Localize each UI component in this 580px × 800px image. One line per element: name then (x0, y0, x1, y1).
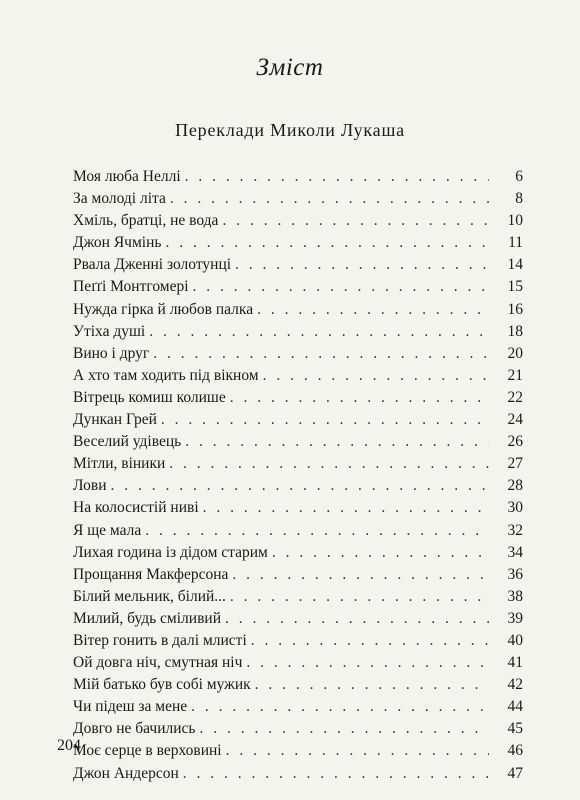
toc-entry (73, 630, 523, 652)
toc-entry-page: 24 (507, 411, 523, 429)
toc-entry (73, 343, 523, 365)
toc-entry-page: 27 (507, 455, 523, 473)
toc-entry (73, 210, 523, 232)
dot-leader (230, 586, 489, 608)
toc-entry (73, 542, 523, 564)
page-number: 204 (57, 737, 81, 754)
toc-entry-page: 32 (507, 521, 523, 539)
dot-leader (251, 630, 489, 652)
toc-entry-page: 42 (507, 676, 523, 694)
dot-leader (225, 608, 489, 630)
toc-entry-page: 30 (507, 499, 523, 517)
toc-entry-page: 20 (507, 344, 523, 362)
toc-entry-title: Утіха душі (73, 322, 146, 340)
toc-entry-title: За молоді літа (73, 190, 166, 208)
toc-entry-page: 38 (507, 587, 523, 605)
toc-entry-page: 36 (507, 565, 523, 583)
toc-entry-page: 40 (507, 631, 523, 649)
toc-entry-page: 44 (507, 698, 523, 716)
dot-leader (272, 542, 489, 564)
dot-leader (226, 740, 489, 762)
dot-leader (246, 652, 489, 674)
toc-entry (73, 497, 523, 519)
toc-entry-title: Милий, будь сміливий (73, 609, 221, 627)
toc-entry (73, 740, 523, 762)
dot-leader (185, 166, 489, 188)
dot-leader (222, 210, 489, 232)
toc-entry (73, 453, 523, 475)
toc-entry-title: Мітли, віники (73, 455, 166, 473)
toc-entry (73, 763, 523, 785)
toc-entry-title: Дункан Грей (73, 411, 157, 429)
toc-entry-page: 16 (507, 300, 523, 318)
dot-leader (185, 431, 489, 453)
toc-entry (73, 520, 523, 542)
toc-entry-page: 45 (507, 720, 523, 738)
toc-entry-title: Нужда гірка й любов палка (73, 300, 254, 318)
toc-entry-title: Лови (73, 477, 107, 495)
dot-leader (169, 453, 489, 475)
toc-entry-title: Мій батько був собі мужик (73, 676, 251, 694)
toc-entry-title: Довго не бачились (73, 720, 196, 738)
toc-entry (73, 365, 523, 387)
toc-entry-title: На колосистій ниві (73, 499, 199, 517)
toc-entry-title: Джон Ячмінь (73, 234, 162, 252)
dot-leader (183, 763, 489, 785)
toc-entry-page: 18 (507, 322, 523, 340)
toc-entry-page: 10 (507, 212, 523, 230)
contents-heading: Зміст (256, 54, 324, 81)
toc-entry-title: А хто там ходить під вікном (73, 366, 259, 384)
toc-entry-title: Лихая година із дідом старим (73, 543, 268, 561)
toc-entry-title: Моя люба Неллі (73, 168, 181, 185)
toc-entry-title: Прощання Макферсона (73, 565, 229, 583)
toc-entry (73, 696, 523, 718)
toc-entry (73, 254, 523, 276)
dot-leader (111, 475, 490, 497)
toc-entry (73, 586, 523, 608)
dot-leader (235, 254, 489, 276)
toc-entry-title: Веселий удівець (73, 433, 182, 451)
toc-entry-title: Ой довга ніч, смутная ніч (73, 654, 243, 672)
toc-entry-page: 39 (507, 609, 523, 627)
toc-entry-title: Хміль, братці, не вода (73, 212, 219, 230)
toc-entry (73, 564, 523, 586)
toc-entry-title: Джон Андерсон (73, 764, 179, 782)
toc-entry-page: 26 (507, 433, 523, 451)
toc-entry-page: 21 (507, 366, 523, 384)
toc-entry-page: 6 (515, 168, 523, 185)
dot-leader (232, 564, 489, 586)
dot-leader (170, 188, 489, 210)
toc-entry-title: Пеґґі Монтгомері (73, 278, 189, 296)
toc-entry (73, 475, 523, 497)
toc-entry (73, 674, 523, 696)
dot-leader (191, 696, 489, 718)
toc-entry (73, 232, 523, 254)
dot-leader (161, 409, 489, 431)
dot-leader (257, 299, 489, 321)
dot-leader (153, 343, 489, 365)
toc-entry (73, 718, 523, 740)
table-of-contents (73, 166, 523, 785)
toc-entry (73, 387, 523, 409)
toc-entry-title: Чи підеш за мене (73, 698, 188, 716)
toc-entry-page: 14 (507, 256, 523, 274)
dot-leader (193, 276, 489, 298)
dot-leader (255, 674, 489, 696)
toc-entry (73, 409, 523, 431)
toc-entry-title: Моє серце в верховині (73, 742, 222, 760)
toc-entry-title: Вино і друг (73, 344, 150, 362)
dot-leader (165, 232, 489, 254)
toc-entry-page: 41 (507, 654, 523, 672)
toc-entry-title: Я ще мала (73, 521, 142, 539)
toc-entry-page: 15 (507, 278, 523, 296)
toc-entry-page: 46 (507, 742, 523, 760)
toc-entry-title: Вітер гонить в далі млисті (73, 631, 247, 649)
toc-entry-page: 22 (507, 388, 523, 406)
toc-entry (73, 276, 523, 298)
toc-entry (73, 652, 523, 674)
dot-leader (145, 520, 489, 542)
toc-entry-title: Білий мельник, білий... (73, 587, 226, 605)
dot-leader (203, 497, 489, 519)
toc-entry-page: 28 (507, 477, 523, 495)
toc-entry (73, 299, 523, 321)
dot-leader (263, 365, 489, 387)
toc-entry (73, 431, 523, 453)
dot-leader (149, 321, 489, 343)
toc-entry-title: Рвала Дженні золотунці (73, 256, 232, 274)
dot-leader (200, 718, 489, 740)
toc-entry-page: 34 (507, 543, 523, 561)
toc-entry-page: 47 (507, 764, 523, 782)
toc-entry (73, 321, 523, 343)
toc-entry (73, 188, 523, 210)
toc-entry (73, 608, 523, 630)
toc-entry-page: 8 (515, 190, 523, 208)
dot-leader (230, 387, 489, 409)
toc-entry-title: Вітрець комиш колише (73, 388, 226, 406)
toc-entry-page: 11 (508, 234, 523, 252)
section-title: Переклади Миколи Лукаша (175, 120, 405, 140)
toc-entry (73, 166, 523, 188)
